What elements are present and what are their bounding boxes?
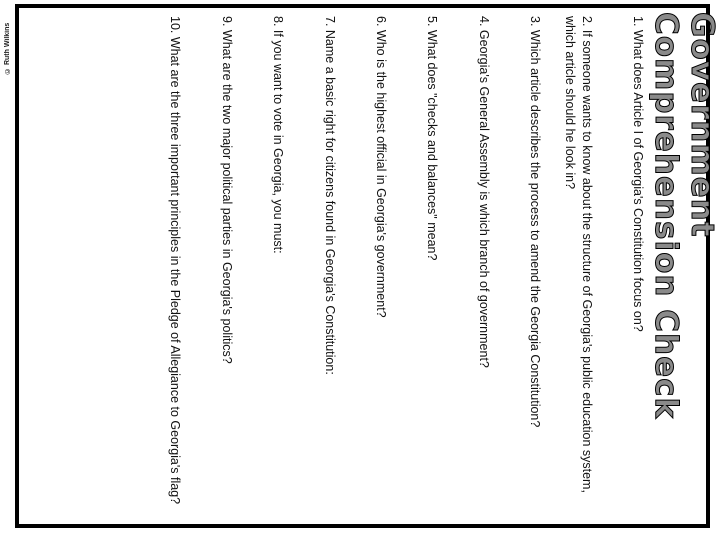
question-list: [132, 12, 646, 532]
question-1: 1. What does Article I of Georgia's Constitution focus on?: [631, 16, 645, 332]
question-10: 10. What are the three important principles in the Pledge of Allegiance to Georgia's flag?: [168, 16, 183, 505]
question-9: 9. What are the two major political parties in Georgia's politics?: [219, 16, 234, 364]
question-8: 8. If you want to vote in Georgia, you must:: [271, 16, 286, 254]
copyright-notice: © Ruth Wilkins: [4, 22, 11, 74]
worksheet-content: [20, 12, 720, 532]
question-7: 7. Name a basic right for citizens found in Georgia's Constitution:: [322, 16, 337, 375]
question-2: 2. If someone wants to know about the structure of Georgia's public education system, which article should he look in?: [562, 16, 594, 493]
question-3: 3. Which article describes the process to amend the Georgia Constitution?: [528, 16, 543, 428]
question-6: 6. Who is the highest official in Georgia's government?: [374, 16, 389, 318]
question-4: 4. Georgia's General Assembly is which branch of government?: [476, 16, 491, 368]
question-5: 5. What does "checks and balances" mean?: [425, 16, 440, 261]
worksheet-title: Government Comprehension Check: [648, 12, 720, 420]
